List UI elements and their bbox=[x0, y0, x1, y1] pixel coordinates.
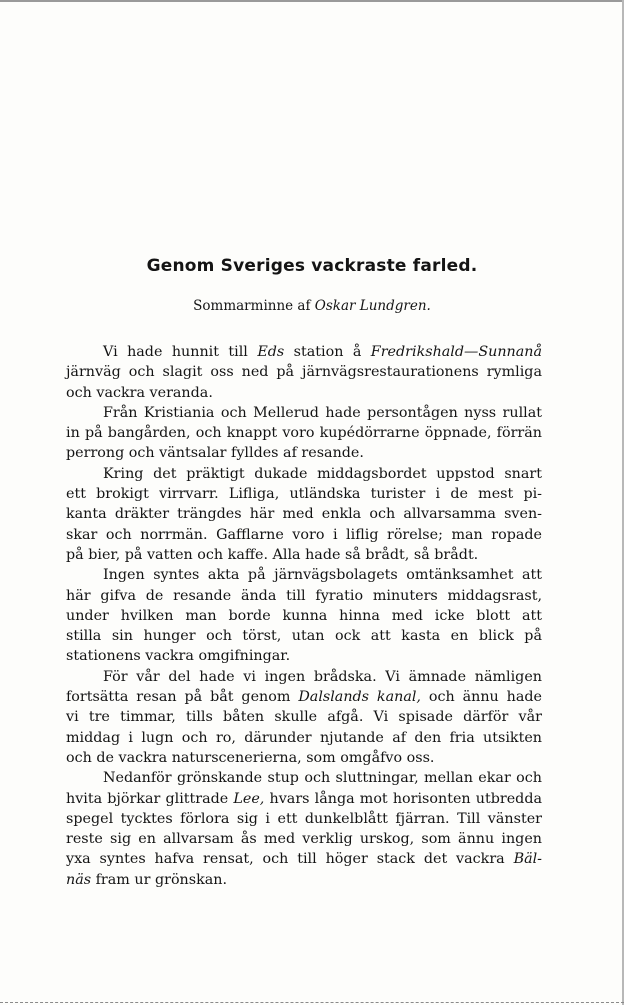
text-segment: Ingen syntes akta på järnvägsbolagets omtänksamhet att bbox=[103, 567, 542, 584]
text-line bbox=[66, 728, 542, 748]
author-name: Oskar Lundgren. bbox=[314, 298, 431, 314]
text-line bbox=[66, 849, 542, 869]
text-segment: hvita björkar glittrade bbox=[66, 790, 234, 807]
text-line bbox=[66, 829, 542, 849]
text-segment: stilla sin hunger och törst, utan ock att kasta en blick på bbox=[66, 628, 542, 645]
italic-text: Fredrikshald—Sunnanå bbox=[370, 344, 542, 360]
text-line bbox=[66, 362, 542, 382]
text-line bbox=[66, 525, 542, 545]
italic-text: näs bbox=[66, 871, 92, 888]
text-line bbox=[66, 870, 542, 890]
text-segment: under hvilken man borde kunna hinna med icke blott att bbox=[66, 607, 542, 624]
text-segment: Nedanför grönskande stup och sluttningar, mellan ekar och bbox=[103, 770, 542, 787]
text-segment: och de vackra naturscenerierna, som omgåfvo oss. bbox=[66, 749, 435, 766]
text-line bbox=[66, 646, 542, 666]
italic-text: Dalslands kanal, bbox=[298, 689, 421, 706]
text-line bbox=[66, 789, 542, 809]
text-line bbox=[66, 565, 542, 585]
text-line bbox=[66, 586, 542, 606]
text-segment: perrong och väntsalar fylldes af resande. bbox=[66, 445, 364, 462]
italic-text: Bäl- bbox=[513, 851, 542, 868]
text-segment: Vi hade hunnit till bbox=[103, 344, 258, 360]
text-segment: hvars långa mot horisonten utbredda bbox=[264, 790, 542, 807]
text-line bbox=[66, 342, 542, 362]
text-segment: och vackra veranda. bbox=[66, 384, 213, 401]
text-segment: vi tre timmar, tills båten skulle afgå. Vi spisade därför vår bbox=[66, 709, 542, 726]
body-text bbox=[66, 342, 542, 890]
text-segment: station å bbox=[284, 344, 371, 360]
italic-text: Eds bbox=[257, 344, 285, 360]
text-line bbox=[66, 748, 542, 768]
chapter-subtitle bbox=[0, 298, 624, 314]
text-segment: yxa syntes hafva rensat, och till höger stack det vackra bbox=[66, 851, 514, 868]
text-line bbox=[66, 768, 542, 788]
text-segment: fortsätta resan på båt genom bbox=[66, 689, 299, 706]
text-line bbox=[66, 687, 542, 707]
subtitle-prefix: Sommarminne af bbox=[193, 298, 311, 314]
text-segment: och ännu hade bbox=[420, 689, 542, 706]
text-line bbox=[66, 423, 542, 443]
text-segment: middag i lugn och ro, därunder njutande af den fria utsikten bbox=[66, 729, 542, 746]
text-segment: fram ur grönskan. bbox=[91, 871, 228, 888]
text-line bbox=[66, 484, 542, 504]
text-line bbox=[66, 606, 542, 626]
text-segment: reste sig en allvarsam ås med verklig urskog, som ännu ingen bbox=[66, 831, 542, 848]
text-segment: in på bangården, och knappt voro kupédörrarne öppnade, förrän bbox=[66, 425, 542, 442]
text-line bbox=[66, 504, 542, 524]
text-line bbox=[66, 667, 542, 687]
chapter-title: Genom Sveriges vackraste farled. bbox=[146, 256, 478, 276]
italic-text: Lee, bbox=[233, 790, 265, 807]
text-segment: järnväg och slagit oss ned på järnvägsrestaurationens rymliga bbox=[66, 364, 542, 381]
text-line bbox=[66, 383, 542, 403]
text-segment: skar och norrmän. Gafflarne voro i liflig rörelse; man ropade bbox=[66, 526, 542, 543]
text-segment: ett brokigt virrvarr. Lifliga, utländska turister i de mest pi- bbox=[66, 486, 542, 503]
text-segment: Kring det präktigt dukade middagsbordet uppstod snart bbox=[103, 465, 542, 482]
text-segment: Från Kristiania och Mellerud hade persontågen nyss rullat bbox=[103, 404, 542, 421]
text-segment: spegel tycktes förlora sig i ett dunkelblått fjärran. Till vänster bbox=[66, 810, 542, 827]
text-segment: kanta dräkter trängdes här med enkla och allvarsamma sven- bbox=[66, 506, 542, 523]
text-line bbox=[66, 403, 542, 423]
text-segment: stationens vackra omgifningar. bbox=[66, 648, 291, 665]
text-segment: här gifva de resande ända till fyratio minuters middagsrast, bbox=[66, 587, 542, 604]
text-line bbox=[66, 626, 542, 646]
text-segment: på bier, på vatten och kaffe. Alla hade så brådt, så brådt. bbox=[66, 546, 479, 563]
text-line bbox=[66, 464, 542, 484]
page-bottom-edge bbox=[0, 1002, 624, 1003]
text-line bbox=[66, 707, 542, 727]
text-line bbox=[66, 545, 542, 565]
text-segment: För vår del hade vi ingen brådska. Vi ämnade nämligen bbox=[103, 668, 542, 685]
text-line bbox=[66, 809, 542, 829]
text-line bbox=[66, 443, 542, 463]
page-top-edge bbox=[0, 0, 624, 2]
